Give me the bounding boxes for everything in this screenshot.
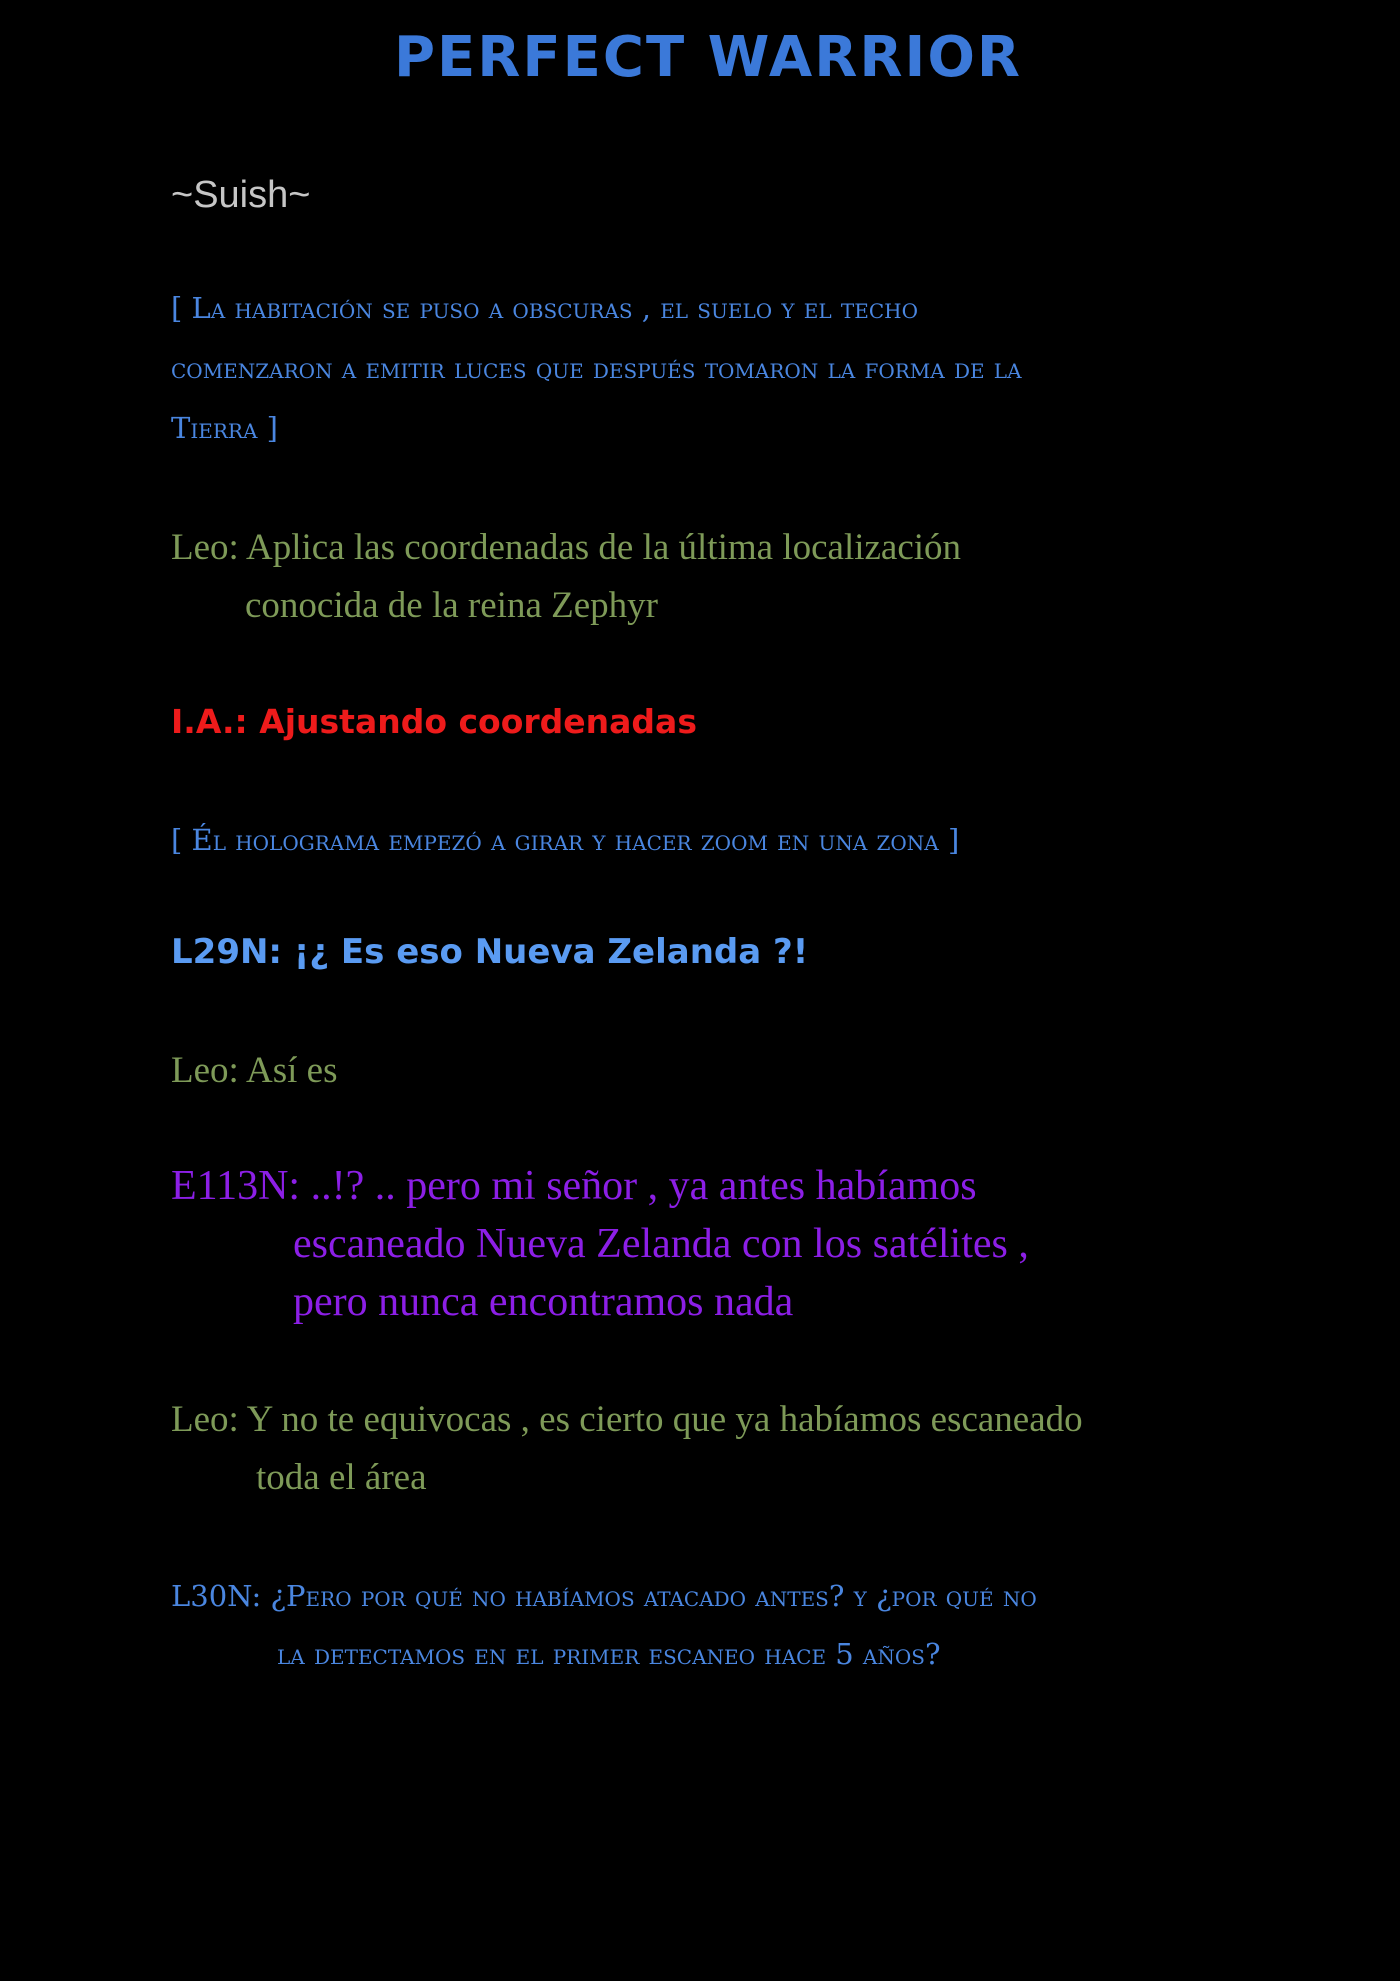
dialogue-line: Leo: Y no te equivocas , es cierto que ya habíamos escaneado xyxy=(171,1399,1083,1440)
ai-dialogue-1: I.A.: Ajustando coordenadas xyxy=(171,702,697,741)
dialogue-line: toda el área xyxy=(256,1457,427,1498)
e113n-dialogue-1 xyxy=(171,1157,1029,1331)
narration-line: [ La habitación se puso a obscuras , el suelo y el techo xyxy=(171,291,918,325)
leo-dialogue-3 xyxy=(171,1391,1083,1507)
l29n-dialogue-1: L29N: ¡¿ Es eso Nueva Zelanda ?! xyxy=(171,932,809,972)
narration-paragraph-1 xyxy=(171,278,1022,458)
dialogue-line: E113N: ..!? .. pero mi señor , ya antes habíamos xyxy=(171,1163,977,1209)
dialogue-line: pero nunca encontramos nada xyxy=(293,1279,794,1325)
leo-dialogue-2: Leo: Así es xyxy=(171,1050,338,1091)
leo-dialogue-1 xyxy=(171,519,961,635)
narration-line: Tierra ] xyxy=(171,411,278,445)
l30n-dialogue-1 xyxy=(171,1567,1037,1683)
story-title: PERFECT WARRIOR xyxy=(393,25,1023,90)
author-signature: ~Suish~ xyxy=(171,174,311,216)
dialogue-line: conocida de la reina Zephyr xyxy=(245,585,658,626)
dialogue-line: la detectamos en el primer escaneo hace 5 años? xyxy=(277,1637,941,1671)
dialogue-line: Leo: Aplica las coordenadas de la última localización xyxy=(171,527,962,568)
narration-paragraph-2: [ Él holograma empezó a girar y hacer zoom en una zona ] xyxy=(171,823,960,857)
narration-line: comenzaron a emitir luces que después tomaron la forma de la xyxy=(171,351,1022,385)
dialogue-line: escaneado Nueva Zelanda con los satélites , xyxy=(293,1221,1029,1267)
dialogue-line: L30N: ¿Pero por qué no habíamos atacado antes? y ¿por qué no xyxy=(171,1579,1037,1613)
